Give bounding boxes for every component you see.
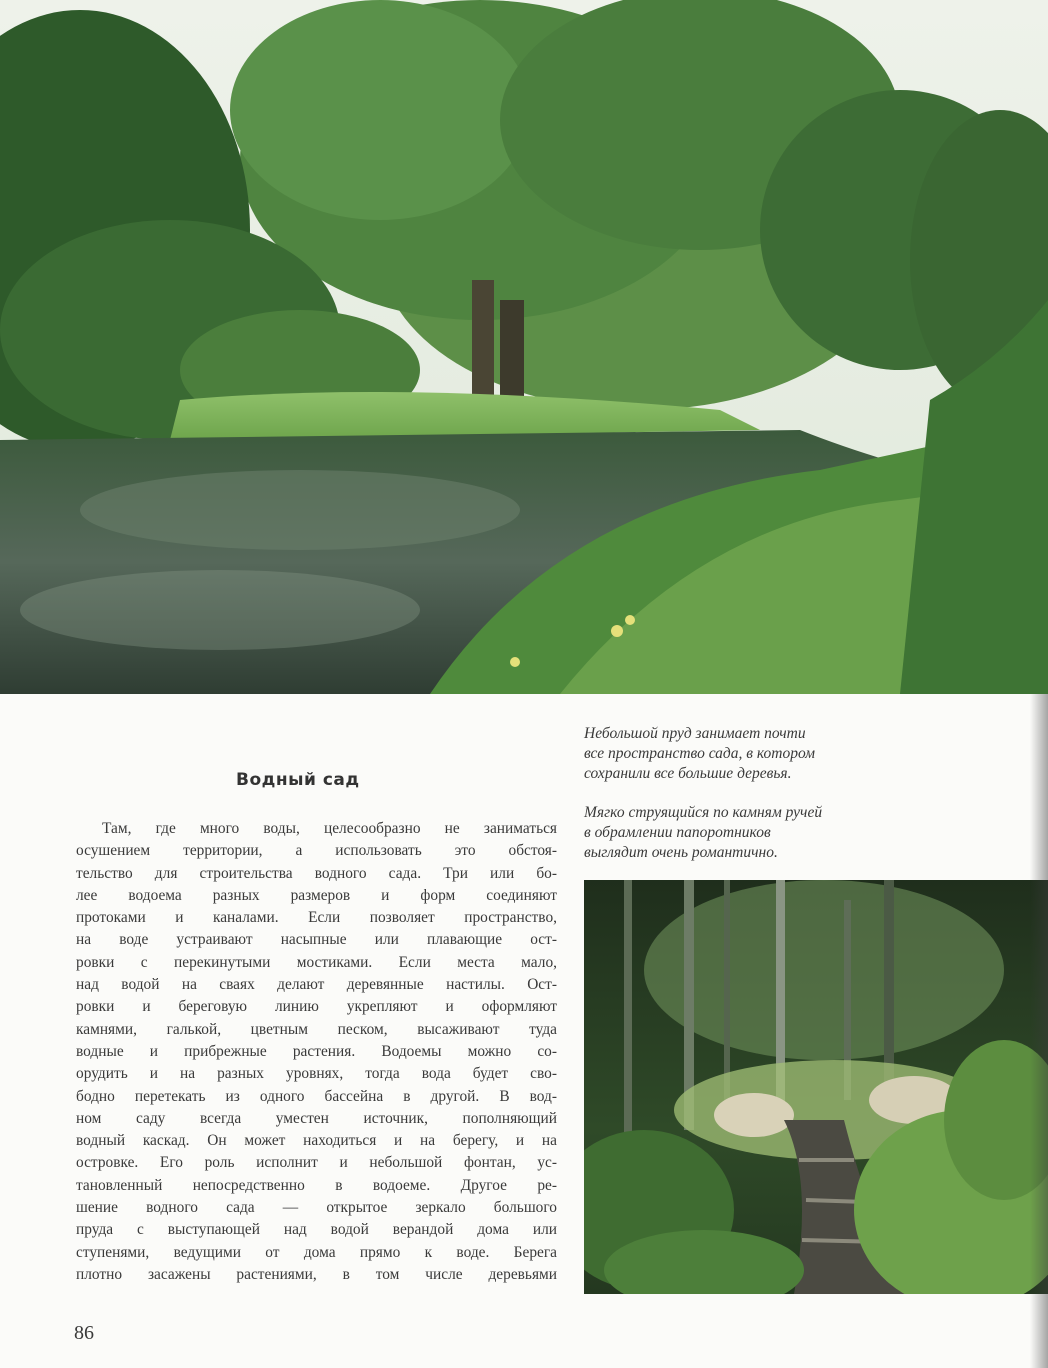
page-number: 86: [74, 1322, 94, 1344]
body-line: пруда с выступающей над водой верандой дома или: [76, 1221, 557, 1239]
photo-caption-stream: [584, 803, 944, 863]
caption-line: все пространство сада, в котором: [584, 745, 816, 762]
body-line: осушением территории, а использовать это обстоя-: [76, 842, 557, 860]
stream-photo: [584, 880, 1048, 1294]
body-line: орудить и на разных уровнях, тогда вода будет сво-: [76, 1065, 557, 1083]
body-line: водные и прибрежные растения. Водоемы можно со-: [76, 1042, 557, 1060]
body-line: тановленный непосредственно в водоеме. Другое ре-: [76, 1176, 557, 1194]
caption-line: сохранили все большие деревья.: [584, 765, 792, 782]
body-line: ступенями, ведущими от дома прямо к воде. Берега: [76, 1243, 557, 1261]
body-line: ровки и береговую линию укрепляют и оформляют: [76, 998, 557, 1016]
body-line: ном саду всегда уместен источник, пополняющий: [76, 1109, 557, 1127]
caption-line: в обрамлении папоротников: [584, 824, 771, 841]
section-title: Водный сад: [236, 770, 360, 790]
body-line: камнями, галькой, цветным песком, высаживают туда: [76, 1020, 557, 1038]
body-line: бодно перетекать из одного бассейна в другой. В вод-: [76, 1087, 557, 1105]
body-line: шение водного сада — открытое зеркало большого: [76, 1199, 557, 1217]
photo-caption-pond: [584, 724, 944, 784]
caption-line: Небольшой пруд занимает почти: [584, 725, 806, 742]
body-line: над водой на сваях делают деревянные настилы. Ост-: [76, 976, 557, 994]
body-line: плотно засажены растениями, в том числе деревьями: [76, 1265, 557, 1283]
body-line: Там, где много воды, целесообразно не заниматься: [102, 820, 557, 837]
body-line: на воде устраивают насыпные или плавающие ост-: [76, 931, 557, 949]
caption-line: Мягко струящийся по камням ручей: [584, 804, 823, 821]
stream-photo-illustration: [584, 880, 1048, 1294]
body-line: протоками и каналами. Если позволяет пространство,: [76, 909, 557, 927]
body-line: островке. Его роль исполнит и небольшой фонтан, ус-: [76, 1154, 557, 1172]
body-text: [76, 818, 557, 1286]
body-line: лее водоема разных размеров и форм соединяют: [76, 886, 557, 904]
page-edge-shadow: [1030, 694, 1048, 1368]
caption-line: выглядит очень романтично.: [584, 844, 778, 861]
body-line: тельство для строительства водного сада. Три или бо-: [76, 864, 557, 882]
body-line: водный каскад. Он может находиться и на берегу, и на: [76, 1132, 557, 1150]
body-line: ровки с перекинутыми мостиками. Если места мало,: [76, 953, 557, 971]
